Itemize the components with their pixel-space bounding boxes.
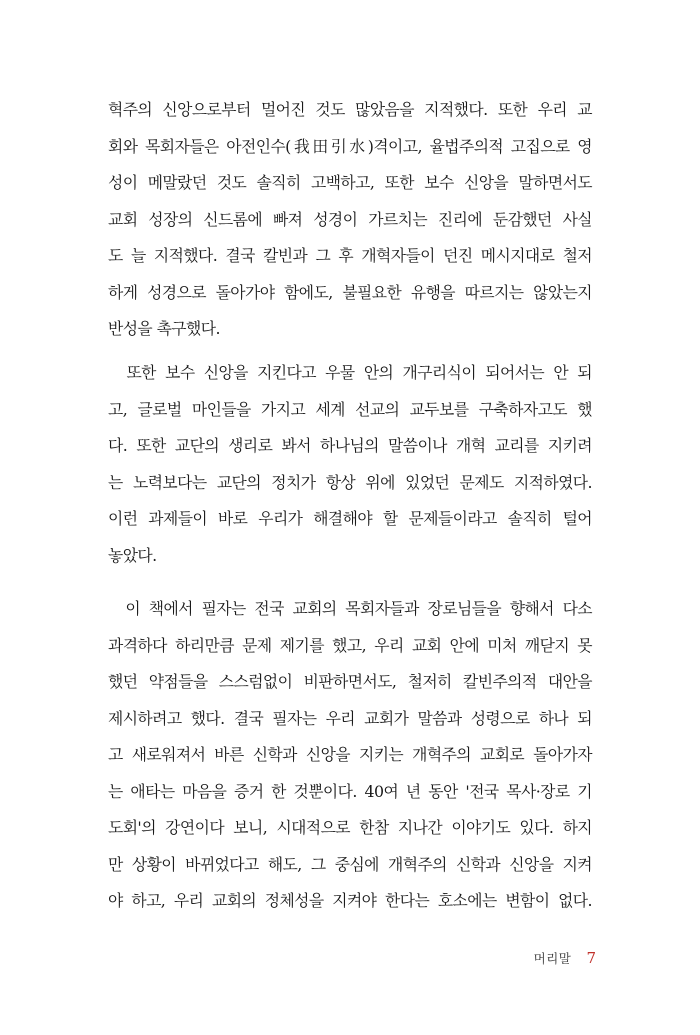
paragraph-3 <box>108 591 592 920</box>
text-line: 또한 보수 신앙을 지킨다고 우물 안의 개구리식이 되어서는 안 되 <box>108 363 592 382</box>
text-line: 놓았다. <box>108 545 157 565</box>
text-line: 하게 성경으로 돌아가야 함에도, 불필요한 유행을 따르지는 않았는지 <box>108 282 592 302</box>
text-line: 했던 약점들을 스스럼없이 비판하면서도, 철저히 칼빈주의적 대안을 <box>108 672 592 691</box>
paragraph-1 <box>108 92 592 348</box>
text-line: 는 애타는 마음을 증거 한 것뿐이다. 40여 년 동안 '전국 목사·장로 기 <box>108 781 592 801</box>
text-line: 이 책에서 필자는 전국 교회의 목회자들과 장로님들을 향해서 다소 <box>108 599 592 618</box>
text-line: 도 늘 지적했다. 결국 칼빈과 그 후 개혁자들이 던진 메시지대로 철저 <box>108 246 592 265</box>
running-head: 머리말 <box>533 951 572 966</box>
text-line: 회와 목회자들은 아전인수(我田引水)격이고, 율법주의적 고집으로 영 <box>108 136 592 156</box>
text-line: 혁주의 신앙으로부터 멀어진 것도 많았음을 지적했다. 또한 우리 교 <box>108 100 592 119</box>
page-number: 7 <box>586 949 596 967</box>
text-line: 제시하려고 했다. 결국 필자는 우리 교회가 말씀과 성령으로 하나 되 <box>108 708 592 728</box>
text-line: 만 상황이 바뀌었다고 해도, 그 중심에 개혁주의 신학과 신앙을 지켜 <box>108 854 592 874</box>
text-line: 다. 또한 교단의 생리로 봐서 하나님의 말씀이나 개혁 교리를 지키려 <box>108 436 592 455</box>
text-line: 고 새로워져서 바른 신학과 신앙을 지키는 개혁주의 교회로 돌아가자 <box>108 745 592 764</box>
page-footer <box>534 946 596 970</box>
text-line: 야 하고, 우리 교회의 정체성을 지켜야 한다는 호소에는 변함이 없다. <box>108 891 592 910</box>
text-line: 이런 과제들이 바로 우리가 해결해야 할 문제들이라고 솔직히 털어 <box>108 509 592 528</box>
text-line: 고, 글로벌 마인들을 가지고 세계 선교의 교두보를 구축하자고도 했 <box>108 399 592 419</box>
text-line: 는 노력보다는 교단의 정치가 항상 위에 있었던 문제도 지적하였다. <box>108 472 592 492</box>
text-line: 도회'의 강연이다 보니, 시대적으로 한참 지나간 이야기도 있다. 하지 <box>108 818 592 837</box>
text-line: 성이 메말랐던 것도 솔직히 고백하고, 또한 보수 신앙을 말하면서도 <box>108 173 592 192</box>
text-line: 과격하다 하리만큼 문제 제기를 했고, 우리 교회 안에 미처 깨닫지 못 <box>108 635 592 655</box>
paragraph-2 <box>108 355 592 574</box>
text-line: 교회 성장의 신드롬에 빠져 성경이 가르치는 진리에 둔감했던 사실 <box>108 209 592 229</box>
text-line: 반성을 촉구했다. <box>108 319 220 338</box>
